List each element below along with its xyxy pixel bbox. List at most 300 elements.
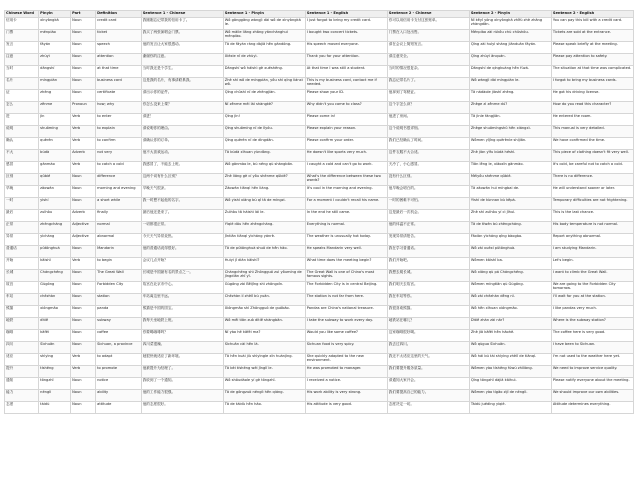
cell-sentence1-chinese: 会议几点开始？ <box>141 258 223 270</box>
cell-sentence2-pinyin: Wǒ hái bú tài shìyìng zhèlǐ de tiānqì. <box>469 354 551 366</box>
cell-sentence2-pinyin: Tàidù juédìng yíqiè. <box>469 402 551 414</box>
cell-sentence2-pinyin: Zhège shuōmíngshū hěn xiángxì. <box>469 126 551 138</box>
cell-sentence1-english: The Forbidden City is in central Beijing. <box>305 282 387 294</box>
cell-chinese-word: 地铁 <box>5 318 39 330</box>
cell-sentence2-english: He entered the room. <box>551 114 633 126</box>
cell-chinese-word: 信用卡 <box>5 18 39 30</box>
cell-definition: to promote <box>96 366 142 378</box>
cell-sentence2-pinyin: Zhè jiā kāfēi hěn hǎohē. <box>469 330 551 342</box>
cell-sentence2-chinese: 这件衣服不大合适。 <box>387 150 469 162</box>
cell-sentence2-english: Where is the subway station? <box>551 318 633 330</box>
cell-sentence2-english: Attitude determines everything. <box>551 402 633 414</box>
cell-sentence1-pinyin: Qǐng shuōmíng nǐ de lǐyóu. <box>223 126 305 138</box>
cell-sentence2-english: His body temperature is not normal. <box>551 222 633 234</box>
cell-part: Verb <box>71 354 96 366</box>
cell-definition: morning and evening <box>96 186 142 198</box>
cell-sentence2-english: Temporary difficulties are not frightening. <box>551 198 633 210</box>
cell-sentence1-chinese: 四川菜很辣。 <box>141 342 223 354</box>
cell-sentence2-chinese: 我们明天去故宫。 <box>387 282 469 294</box>
cell-sentence2-pinyin: Wǒ wàngjì dài míngpiàn le. <box>469 78 551 90</box>
cell-sentence2-pinyin: Wǒmen yào tíshēng fúwù zhìliàng. <box>469 366 551 378</box>
cell-sentence1-chinese: 一切都很正常。 <box>141 222 223 234</box>
cell-sentence2-pinyin: Wǒ zài chēzhàn děng nǐ. <box>469 294 551 306</box>
table-row <box>5 126 634 138</box>
cell-part: Noun <box>71 318 96 330</box>
cell-sentence2-english: I forgot to bring my business cards. <box>551 78 633 90</box>
cell-chinese-word: 说明 <box>5 126 39 138</box>
cell-sentence1-chinese: 长城是中国最有名的景点之一。 <box>141 270 223 282</box>
cell-sentence1-english: What's the difference between these two words? <box>305 174 387 186</box>
table-row <box>5 318 634 330</box>
cell-sentence2-pinyin: Fāxiàn yìcháng qǐng bàogào. <box>469 234 551 246</box>
cell-sentence1-pinyin: Wǒ shōudàole yí gè tōngzhī. <box>223 378 305 390</box>
cell-chinese-word: 故宫 <box>5 282 39 294</box>
cell-sentence2-chinese: 发现异常请报告。 <box>387 234 469 246</box>
cell-sentence1-chinese: 这是我的名片，有事请联系我。 <box>141 78 223 90</box>
cell-sentence2-chinese: 我去过四川。 <box>387 342 469 354</box>
cell-sentence1-english: He doesn't like sports very much. <box>305 150 387 162</box>
cell-sentence1-english: I caught a cold and can't go to work. <box>305 162 387 174</box>
cell-sentence2-english: The coffee here is very good. <box>551 330 633 342</box>
cell-definition: Sichuan, a province <box>96 342 142 354</box>
cell-definition: normal <box>96 222 142 234</box>
cell-part: Adjective <box>71 222 96 234</box>
cell-chinese-word: 感冒 <box>5 162 39 174</box>
cell-sentence2-english: He got his driving license. <box>551 90 633 102</box>
cell-pinyin: zhùyì <box>39 54 71 66</box>
cell-sentence1-chinese: 我收到了一个通知。 <box>141 378 223 390</box>
table-row <box>5 114 634 126</box>
cell-sentence1-pinyin: Zǎowǎn tiānqì hěn liáng. <box>223 186 305 198</box>
header-sentence1-english: Sentence 1 - English <box>305 11 387 18</box>
cell-sentence1-english: Please confirm your order. <box>305 138 387 150</box>
cell-sentence2-chinese: 他进了房间。 <box>387 114 469 126</box>
cell-chinese-word: 正常 <box>5 222 39 234</box>
cell-sentence2-english: This is the last chance. <box>551 210 633 222</box>
cell-pinyin: tíshēng <box>39 366 71 378</box>
cell-sentence1-english: Please come in! <box>305 114 387 126</box>
cell-sentence2-chinese: 他拿到了驾驶证。 <box>387 90 469 102</box>
cell-definition: a short while <box>96 198 142 210</box>
cell-sentence1-chinese: 早晚天气很凉。 <box>141 186 223 198</box>
cell-definition: ticket <box>96 30 142 42</box>
cell-definition: station <box>96 294 142 306</box>
cell-part: Noun <box>71 90 96 102</box>
cell-part: Noun <box>71 54 96 66</box>
cell-sentence1-pinyin: Qǐng jìn! <box>223 114 305 126</box>
cell-sentence2-pinyin: Wǒmen yào tígāo zìjǐ de nénglì. <box>469 390 551 402</box>
cell-chinese-word: 能力 <box>5 390 39 402</box>
header-part: Part <box>71 11 96 18</box>
cell-definition: The Great Wall <box>96 270 142 282</box>
cell-sentence2-chinese: 这个说明书很详细。 <box>387 126 469 138</box>
cell-part: Noun <box>71 78 96 90</box>
cell-sentence2-chinese: 请注意安全。 <box>387 54 469 66</box>
cell-sentence2-chinese: 我们开始吧。 <box>387 258 469 270</box>
cell-sentence1-pinyin: Chángchéng shì Zhōngguó zuì yǒumíng de jǐngdiǎn zhī yī. <box>223 270 305 282</box>
header-definition: Definition <box>96 11 142 18</box>
cell-sentence2-english: We should improve our own abilities. <box>551 390 633 402</box>
cell-part: Noun <box>71 270 96 282</box>
cell-pinyin: tōngzhī <box>39 378 71 390</box>
cell-sentence2-english: Please speak briefly at the meeting. <box>551 42 633 54</box>
table-row <box>5 162 634 174</box>
cell-sentence2-english: I want to climb the Great Wall. <box>551 270 633 282</box>
cell-sentence1-pinyin: Tā hěn kuài jiù shìyìngle xīn huánjìng. <box>223 354 305 366</box>
cell-sentence2-english: There is no difference. <box>551 174 633 186</box>
cell-sentence2-chinese: 他早晚会明白的。 <box>387 186 469 198</box>
header-sentence1-pinyin: Sentence 1 - Pinyin <box>223 11 305 18</box>
cell-part: Noun <box>71 378 96 390</box>
cell-sentence1-pinyin: Huìyì jǐ diǎn kāishǐ? <box>223 258 305 270</box>
cell-sentence2-pinyin: Qǐng zhùyì ānquán. <box>469 54 551 66</box>
header-pinyin: Pinyin <box>39 11 71 18</box>
cell-pinyin: xióngmāo <box>39 306 71 318</box>
cell-sentence1-chinese: 请确认你的订单。 <box>141 138 223 150</box>
table-row <box>5 174 634 186</box>
cell-sentence1-chinese: 你怎么没来上课？ <box>141 102 223 114</box>
cell-sentence1-chinese: 熊猫是中国的国宝。 <box>141 306 223 318</box>
cell-sentence1-pinyin: Wǒ gānggāng wàngjì dài wǒ de xìnyòngkǎ le. <box>223 18 305 30</box>
cell-sentence1-english: Would you like some coffee? <box>305 330 387 342</box>
cell-sentence2-chinese: 我在学习普通话。 <box>387 246 469 258</box>
cell-sentence1-chinese: 谢谢你的注意。 <box>141 54 223 66</box>
cell-chinese-word: 名片 <box>5 78 39 90</box>
cell-pinyin: jìn <box>39 114 71 126</box>
cell-definition: ability <box>96 390 142 402</box>
cell-sentence2-pinyin: Wǒ xiǎng qù pá Chángchéng. <box>469 270 551 282</box>
cell-part: Adverb <box>71 210 96 222</box>
cell-sentence1-chinese: 他的普通话说得很好。 <box>141 246 223 258</box>
cell-sentence1-pinyin: Yíqiè dōu hěn zhèngcháng. <box>223 222 305 234</box>
cell-part: Noun <box>71 198 96 210</box>
table-row <box>5 18 634 30</box>
cell-sentence2-pinyin: Nǐ kěyǐ yòng xìnyòngkǎ zhīfù zhè zhāng zhàngdān. <box>469 18 551 30</box>
cell-sentence2-chinese: 门票在入口处出售。 <box>387 30 469 42</box>
cell-definition: panda <box>96 306 142 318</box>
cell-pinyin: zǎowǎn <box>39 186 71 198</box>
header-sentence2-english: Sentence 2 - English <box>551 11 633 18</box>
cell-sentence2-chinese: 我很喜欢熊猫。 <box>387 306 469 318</box>
cell-definition: finally <box>96 210 142 222</box>
cell-pinyin: Sìchuān <box>39 342 71 354</box>
cell-pinyin: nénglì <box>39 390 71 402</box>
cell-pinyin: tàidù <box>39 402 71 414</box>
cell-sentence2-chinese: 我还不太适应这里的天气。 <box>387 354 469 366</box>
cell-sentence1-chinese: 我买了两张演唱会门票。 <box>141 30 223 42</box>
cell-pinyin: quèrèn <box>39 138 71 150</box>
cell-part: Noun <box>71 66 96 78</box>
cell-definition: Forbidden City <box>96 282 142 294</box>
cell-part: Adjective <box>71 234 96 246</box>
cell-sentence1-chinese: 我一时想不起他的名字。 <box>141 198 223 210</box>
cell-definition: to adapt <box>96 354 142 366</box>
cell-chinese-word: 一时 <box>5 198 39 210</box>
table-row <box>5 66 634 78</box>
cell-part: Noun <box>71 174 96 186</box>
cell-sentence2-chinese: 我们已经确认了时间。 <box>387 138 469 150</box>
cell-definition: at that time <box>96 66 142 78</box>
cell-sentence2-chinese: 这家咖啡很好喝。 <box>387 330 469 342</box>
cell-sentence1-pinyin: Nǐ yào hē kāfēi ma? <box>223 330 305 342</box>
cell-sentence2-chinese: 我想去爬长城。 <box>387 270 469 282</box>
cell-sentence2-english: This manual is very detailed. <box>551 126 633 138</box>
cell-chinese-word: 发言 <box>5 42 39 54</box>
cell-sentence1-english: I just forgot to bring my credit card. <box>305 18 387 30</box>
cell-part: Verb <box>71 366 96 378</box>
cell-sentence1-chinese: 请说明你的理由。 <box>141 126 223 138</box>
cell-sentence1-chinese: 当时我还是个学生。 <box>141 66 223 78</box>
cell-pinyin: dìtiě <box>39 318 71 330</box>
table-row <box>5 354 634 366</box>
cell-sentence1-pinyin: Wǒ yìshí xiǎng bù qǐ tā de míngzi. <box>223 198 305 210</box>
cell-sentence2-chinese: 我们要提升服务质量。 <box>387 366 469 378</box>
cell-sentence2-english: I'll wait for you at the station. <box>551 294 633 306</box>
cell-definition: to begin <box>96 258 142 270</box>
cell-sentence1-pinyin: Xièxie nǐ de zhùyì. <box>223 54 305 66</box>
cell-part: Verb <box>71 126 96 138</box>
cell-chinese-word: 异常 <box>5 234 39 246</box>
cell-sentence2-pinyin: Méiyǒu shénme qūbié. <box>469 174 551 186</box>
cell-sentence1-english: His attitude is very good. <box>305 402 387 414</box>
cell-pinyin: Chángchéng <box>39 270 71 282</box>
table-row <box>5 102 634 114</box>
cell-sentence2-chinese: 这个字怎么读？ <box>387 102 469 114</box>
cell-pinyin: xìnyòngkǎ <box>39 18 71 30</box>
cell-pinyin: míngpiàn <box>39 78 71 90</box>
cell-sentence1-chinese: 他的态度很好。 <box>141 402 223 414</box>
cell-definition: coffee <box>96 330 142 342</box>
cell-sentence1-pinyin: Gùgōng zài Běijīng shì zhōngxīn. <box>223 282 305 294</box>
cell-definition: not very <box>96 150 142 162</box>
cell-sentence1-english: He speaks Mandarin very well. <box>305 246 387 258</box>
cell-sentence2-english: It's cold, be careful not to catch a cold. <box>551 162 633 174</box>
cell-chinese-word: 适应 <box>5 354 39 366</box>
cell-sentence1-chinese: 今天天气异常炎热。 <box>141 234 223 246</box>
cell-sentence2-pinyin: Qǐng zài huìyì shàng jiǎnduǎn fāyán. <box>469 42 551 54</box>
cell-sentence1-pinyin: Jīntiān tiānqì yìcháng yánrè. <box>223 234 305 246</box>
table-row <box>5 138 634 150</box>
cell-definition: attitude <box>96 402 142 414</box>
cell-pinyin: pǔtōnghuà <box>39 246 71 258</box>
header-sentence2-pinyin: Sentence 2 - Pinyin <box>469 11 551 18</box>
cell-sentence1-chinese: 故宫在北京市中心。 <box>141 282 223 294</box>
table-row <box>5 330 634 342</box>
cell-sentence2-chinese: 我在车站等你。 <box>387 294 469 306</box>
cell-pinyin: dāngshí <box>39 66 71 78</box>
cell-sentence1-pinyin: Tā de gōngzuò nénglì hěn qiáng. <box>223 390 305 402</box>
cell-sentence1-english: It's cool in the morning and evening. <box>305 186 387 198</box>
cell-sentence2-pinyin: Yìshí de kùnnan bù kěpà. <box>469 198 551 210</box>
cell-sentence1-english: He was promoted to manager. <box>305 366 387 378</box>
cell-definition: to confirm <box>96 138 142 150</box>
table-row <box>5 246 634 258</box>
cell-sentence2-chinese: 请通知大家开会。 <box>387 378 469 390</box>
cell-sentence1-chinese: 这两个词有什么区别？ <box>141 174 223 186</box>
cell-pinyin: búdà <box>39 150 71 162</box>
cell-pinyin: yìshí <box>39 198 71 210</box>
cell-definition: difference <box>96 174 142 186</box>
cell-sentence2-english: We are going to the Forbidden City tomorrow. <box>551 282 633 294</box>
cell-pinyin: kāishǐ <box>39 258 71 270</box>
cell-part: Verb <box>71 258 96 270</box>
cell-sentence1-chinese: 他不大喜欢运动。 <box>141 150 223 162</box>
cell-sentence1-chinese: 他被提升为经理了。 <box>141 366 223 378</box>
cell-part: Noun <box>71 330 96 342</box>
cell-sentence2-chinese: 态度决定一切。 <box>387 402 469 414</box>
cell-pinyin: shìyìng <box>39 354 71 366</box>
cell-chinese-word: 确认 <box>5 138 39 150</box>
cell-part: Noun <box>71 402 96 414</box>
cell-sentence1-chinese: 我刚刚忘记带我的信用卡了。 <box>141 18 223 30</box>
cell-sentence2-pinyin: Ménpiào zài rùkǒu chù chūshòu. <box>469 30 551 42</box>
cell-chinese-word: 门票 <box>5 30 39 42</box>
cell-sentence2-pinyin: Tā nádàole jiàshǐ zhèng. <box>469 90 551 102</box>
cell-sentence1-english: At that time I was still a student. <box>305 66 387 78</box>
cell-pinyin: ménpiào <box>39 30 71 42</box>
cell-part: Noun <box>71 30 96 42</box>
cell-sentence1-english: His speech moved everyone. <box>305 42 387 54</box>
cell-sentence1-english: What time does the meeting begin? <box>305 258 387 270</box>
cell-sentence1-pinyin: Qǐng quèrèn nǐ de dìngdān. <box>223 138 305 150</box>
cell-sentence1-english: Pandas are China's national treasure. <box>305 306 387 318</box>
cell-chinese-word: 普通话 <box>5 246 39 258</box>
cell-definition: to explain <box>96 126 142 138</box>
cell-sentence1-chinese: 车站离这里不远。 <box>141 294 223 306</box>
cell-sentence2-pinyin: Wǒmen kāishǐ ba. <box>469 258 551 270</box>
cell-chinese-word: 通知 <box>5 378 39 390</box>
cell-sentence1-english: The weather is unusually hot today. <box>305 234 387 246</box>
cell-chinese-word: 开始 <box>5 258 39 270</box>
cell-sentence1-pinyin: Sìchuān cài hěn là. <box>223 342 305 354</box>
cell-sentence1-chinese: 请进！ <box>141 114 223 126</box>
cell-pinyin: shuōmíng <box>39 126 71 138</box>
cell-sentence2-chinese: 你可以用信用卡支付这张账单。 <box>387 18 469 30</box>
cell-sentence1-english: Why didn't you come to class? <box>305 102 387 114</box>
table-row <box>5 210 634 222</box>
table-row <box>5 366 634 378</box>
cell-sentence2-pinyin: Zhège zì zěnme dú? <box>469 102 551 114</box>
cell-sentence1-english: I received a notice. <box>305 378 387 390</box>
table-row <box>5 390 634 402</box>
table-row <box>5 258 634 270</box>
cell-sentence2-english: Let's begin. <box>551 258 633 270</box>
cell-sentence2-english: We need to improve service quality. <box>551 366 633 378</box>
cell-sentence2-english: This piece of clothing doesn't fit very well. <box>551 150 633 162</box>
cell-sentence1-english: Sichuan food is very spicy. <box>305 342 387 354</box>
cell-part: Noun <box>71 18 96 30</box>
cell-sentence2-pinyin: Zhè shì zuìhòu yí cì jīhuì. <box>469 210 551 222</box>
cell-part: Pronoun <box>71 102 96 114</box>
table-row <box>5 198 634 210</box>
cell-pinyin: zěnme <box>39 102 71 114</box>
cell-sentence1-chinese: 我每天坐地铁上班。 <box>141 318 223 330</box>
cell-definition: to catch a cold <box>96 162 142 174</box>
table-row <box>5 150 634 162</box>
cell-definition: attention <box>96 54 142 66</box>
cell-sentence2-pinyin: Dāngshí de qíngkuàng hěn fùzá. <box>469 66 551 78</box>
cell-sentence1-english: The Great Wall is one of China's most famous sights. <box>305 270 387 282</box>
cell-pinyin: zhèng <box>39 90 71 102</box>
cell-chinese-word: 区别 <box>5 174 39 186</box>
cell-sentence1-pinyin: Nǐ zěnme méi lái shàngkè? <box>223 102 305 114</box>
table-row <box>5 306 634 318</box>
cell-definition: to enter <box>96 114 142 126</box>
table-row <box>5 378 634 390</box>
cell-sentence2-chinese: 我忘记带名片了。 <box>387 78 469 90</box>
cell-sentence2-english: You can pay this bill with a credit card. <box>551 18 633 30</box>
cell-sentence1-pinyin: Dāngshí wǒ háishì gè xuéshēng. <box>223 66 305 78</box>
cell-pinyin: gǎnmào <box>39 162 71 174</box>
cell-chinese-word: 态度 <box>5 402 39 414</box>
cell-sentence1-english: She quickly adapted to the new environment. <box>305 354 387 366</box>
cell-definition: credit card <box>96 18 142 30</box>
cell-part: Noun <box>71 246 96 258</box>
cell-sentence1-english: This is my business card, contact me if needed. <box>305 78 387 90</box>
cell-sentence2-chinese: 天冷了，小心感冒。 <box>387 162 469 174</box>
table-row <box>5 30 634 42</box>
cell-sentence1-chinese: 我感冒了，不能去上班。 <box>141 162 223 174</box>
table-row <box>5 78 634 90</box>
cell-chinese-word: 咖啡 <box>5 330 39 342</box>
cell-sentence2-pinyin: Tā zǎowǎn huì míngbai de. <box>469 186 551 198</box>
cell-pinyin: kāfēi <box>39 330 71 342</box>
cell-pinyin: yìcháng <box>39 234 71 246</box>
cell-sentence2-english: How do you read this character? <box>551 102 633 114</box>
cell-sentence2-english: I like pandas very much. <box>551 306 633 318</box>
cell-pinyin: Gùgōng <box>39 282 71 294</box>
cell-sentence1-chinese: 他的工作能力很强。 <box>141 390 223 402</box>
cell-part: Noun <box>71 42 96 54</box>
cell-sentence1-english: In the end he still came. <box>305 210 387 222</box>
table-row <box>5 294 634 306</box>
cell-sentence2-pinyin: Zhè jiàn yīfu búdà héshì. <box>469 150 551 162</box>
cell-part: Verb <box>71 162 96 174</box>
cell-sentence1-pinyin: Zhè liǎng gè cí yǒu shénme qūbié? <box>223 174 305 186</box>
cell-part: Noun <box>71 342 96 354</box>
table-row <box>5 42 634 54</box>
table-row <box>5 234 634 246</box>
cell-part: Noun <box>71 294 96 306</box>
cell-sentence2-chinese: 他的体温不正常。 <box>387 222 469 234</box>
cell-chinese-word: 怎么 <box>5 102 39 114</box>
cell-sentence1-english: His work ability is very strong. <box>305 390 387 402</box>
cell-chinese-word: 注意 <box>5 54 39 66</box>
table-row <box>5 222 634 234</box>
cell-chinese-word: 证 <box>5 90 39 102</box>
cell-definition: business card <box>96 78 142 90</box>
header-sentence2-chinese: Sentence 2 - Chinese <box>387 11 469 18</box>
cell-sentence1-english: I take the subway to work every day. <box>305 318 387 330</box>
cell-sentence2-pinyin: Wǒmen yǐjīng quèrènle shíjiān. <box>469 138 551 150</box>
table-row <box>5 342 634 354</box>
cell-sentence1-english: For a moment I couldn't recall his name. <box>305 198 387 210</box>
header-row <box>5 11 634 18</box>
table-row <box>5 186 634 198</box>
cell-sentence1-english: I bought two concert tickets. <box>305 30 387 42</box>
cell-sentence2-english: I'm not used to the weather here yet. <box>551 354 633 366</box>
cell-chinese-word: 提升 <box>5 366 39 378</box>
cell-sentence2-pinyin: Tā jìnle fángjiān. <box>469 114 551 126</box>
cell-definition: how; why <box>96 102 142 114</box>
cell-sentence2-english: Please notify everyone about the meeting. <box>551 378 633 390</box>
cell-definition: subway <box>96 318 142 330</box>
cell-chinese-word: 熊猫 <box>5 306 39 318</box>
cell-definition: Mandarin <box>96 246 142 258</box>
cell-sentence1-chinese: 最后他还是来了。 <box>141 210 223 222</box>
cell-sentence2-pinyin: Wǒ hěn xǐhuan xióngmāo. <box>469 306 551 318</box>
header-chinese-word: Chinese Word <box>5 11 39 18</box>
